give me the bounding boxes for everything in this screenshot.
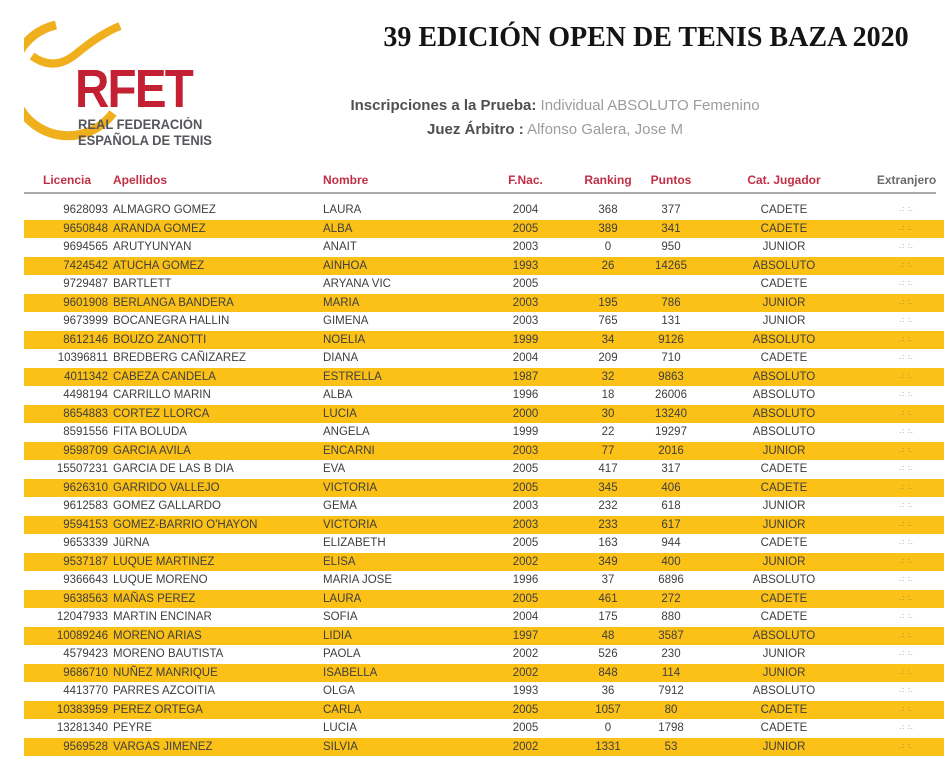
cell-puntos: 617 [661,518,681,531]
cell-apellidos: BOCANEGRA HALLIN [113,315,230,327]
cell-ranking: 0 [604,722,612,734]
cell-apellidos: ARANDA GOMEZ [113,222,206,235]
cell-categoria: JUNIOR [762,555,806,568]
cell-extranjero: .: :. [899,613,914,620]
cell-categoria: ABSOLUTO [752,426,816,438]
cell-ranking: 34 [601,333,615,346]
cell-categoria: CADETE [760,611,808,623]
cell-ranking: 232 [598,500,618,512]
table-row [24,294,944,313]
cell-nombre: LIDIA [323,629,352,642]
cell-extranjero: .: :. [899,354,914,361]
cell-puntos: 1798 [658,722,684,734]
cell-apellidos: BARTLETT [113,278,172,290]
cell-puntos: 618 [661,500,681,512]
cell-nombre: PAOLA [323,648,361,660]
table-row [24,460,944,479]
cell-puntos: 26006 [655,389,687,401]
table-row [24,368,944,387]
cell-puntos: 114 [661,666,681,679]
cell-ranking: 461 [598,592,618,605]
cell-ranking: 32 [601,370,615,383]
cell-categoria: CADETE [760,278,808,290]
cell-nombre: SILVIA [323,740,358,753]
cell-nombre: AINHOA [323,259,368,272]
cell-nombre: ENCARNI [323,444,375,457]
cell-puntos: 2016 [658,444,684,457]
table-row [24,442,944,461]
column-header-categoria: Cat. Jugador [747,173,821,187]
cell-fnac: 2005 [512,592,539,605]
cell-categoria: ABSOLUTO [752,407,816,420]
cell-extranjero: .: :. [899,687,914,694]
cell-fnac: 1996 [512,389,539,401]
cell-categoria: CADETE [760,703,808,716]
cell-fnac: 1999 [512,426,539,438]
cell-extranjero: .: :. [899,539,914,546]
cell-nombre: SOFIA [323,611,358,623]
cell-ranking: 526 [598,648,618,660]
cell-extranjero: .: :. [899,391,914,398]
cell-apellidos: ALMAGRO GOMEZ [113,204,216,216]
cell-categoria: JUNIOR [762,296,806,309]
cell-apellidos: GARRIDO VALLEJO [113,481,220,494]
cell-licencia: 9729487 [63,278,108,290]
cell-licencia: 8612146 [63,333,108,346]
table-row [24,220,944,239]
table-row [24,590,944,609]
cell-puntos: 377 [661,204,681,216]
cell-nombre: LUCIA [323,722,357,734]
cell-nombre: ELISA [323,555,356,568]
cell-fnac: 2003 [512,500,539,512]
column-header-licencia: Licencia [42,173,92,187]
cell-apellidos: CARRILLO MARIN [113,389,211,401]
table-row [24,534,944,553]
cell-licencia: 9598709 [63,444,108,457]
cell-extranjero: .: :. [899,317,914,324]
cell-ranking: 848 [598,666,618,679]
cell-ranking: 37 [601,574,615,586]
cell-nombre: LAURA [323,204,362,216]
table-row [24,201,944,220]
inscription-label: Inscripciones a la Prueba: [350,97,537,114]
cell-licencia: 9628093 [63,204,108,216]
cell-fnac: 2002 [512,555,539,568]
cell-apellidos: CORTEZ LLORCA [113,407,210,420]
cell-fnac: 2005 [512,278,539,290]
cell-fnac: 2004 [512,204,539,216]
cell-fnac: 1993 [512,259,539,272]
cell-categoria: JUNIOR [762,666,806,679]
cell-puntos: 944 [661,537,681,549]
cell-ranking: 30 [601,407,615,420]
cell-fnac: 2005 [512,463,539,475]
cell-categoria: JUNIOR [762,315,806,327]
cell-licencia: 9650848 [63,222,108,235]
cell-ranking: 349 [598,555,618,568]
cell-puntos [643,275,699,294]
cell-licencia: 8654883 [63,407,108,420]
rfet-logo [24,20,274,160]
cell-puntos: 80 [664,703,678,716]
cell-fnac: 2003 [512,444,539,457]
cell-apellidos: LUQUE MORENO [113,574,208,586]
cell-nombre: DIANA [323,352,359,364]
cell-ranking: 1057 [595,703,621,716]
cell-apellidos: NUÑEZ MANRIQUE [113,666,218,679]
table-row [24,257,944,276]
table-row [24,553,944,572]
cell-ranking: 233 [598,518,618,531]
cell-apellidos: CABEZA CANDELA [113,370,216,383]
cell-categoria: CADETE [760,204,808,216]
cell-puntos: 950 [661,241,681,253]
table-row [24,349,944,368]
cell-fnac: 1987 [512,370,539,383]
cell-extranjero: .: :. [899,335,914,343]
cell-apellidos: FITA BOLUDA [113,426,187,438]
cell-extranjero: .: :. [899,724,914,731]
cell-fnac: 2002 [512,740,539,753]
cell-categoria: CADETE [760,537,808,549]
cell-licencia: 15507231 [56,463,108,475]
cell-categoria: CADETE [760,722,808,734]
cell-puntos: 9126 [658,333,684,346]
cell-categoria: JUNIOR [762,444,806,457]
cell-fnac: 2003 [512,296,539,309]
cell-licencia: 8591556 [63,426,108,438]
cell-fnac: 2005 [512,222,539,235]
table-row [24,423,944,442]
cell-licencia: 9537187 [63,555,108,568]
cell-categoria: JUNIOR [762,648,806,660]
cell-fnac: 2005 [512,481,539,494]
cell-nombre: LUCIA [323,407,357,420]
cell-puntos: 6896 [658,574,684,586]
cell-apellidos: JüRNA [113,537,150,549]
table-row [24,608,944,627]
cell-nombre: MARIA JOSE [323,574,393,586]
cell-apellidos: MAÑAS PEREZ [113,592,196,605]
cell-extranjero: .: :. [899,243,914,250]
cell-ranking: 765 [598,315,618,327]
cell-ranking: 417 [598,463,618,475]
cell-licencia: 9626310 [63,481,108,494]
cell-nombre: ALBA [323,389,353,401]
cell-licencia: 9601908 [63,296,108,309]
cell-nombre: OLGA [323,685,355,697]
cell-puntos: 880 [661,611,681,623]
cell-puntos: 230 [661,648,681,660]
cell-nombre: VICTORIA [323,518,378,531]
cell-licencia: 9638563 [63,592,108,605]
cell-fnac: 1993 [512,685,539,697]
cell-licencia: 4498194 [63,389,108,401]
table-row [24,516,944,535]
table-row [24,682,944,701]
cell-extranjero: .: :. [899,668,914,676]
cell-puntos: 13240 [655,407,687,420]
cell-nombre: MARIA [323,296,360,309]
cell-licencia: 7424542 [63,259,108,272]
cell-licencia: 9653339 [63,537,108,549]
cell-ranking: 368 [598,204,618,216]
cell-extranjero: .: :. [899,483,914,491]
cell-fnac: 1997 [512,629,539,642]
cell-extranjero: .: :. [899,576,914,583]
federation-name [78,117,212,149]
cell-extranjero: .: :. [899,446,914,454]
cell-extranjero: .: :. [899,594,914,602]
table-row [24,738,944,757]
cell-puntos: 53 [664,740,678,753]
cell-fnac: 1999 [512,333,539,346]
table-row [24,645,944,664]
cell-apellidos: GOMEZ-BARRIO O'HAYON [113,518,258,531]
cell-nombre: ELIZABETH [323,537,386,549]
cell-fnac: 2005 [512,537,539,549]
cell-puntos: 9863 [658,370,684,383]
cell-puntos: 400 [661,555,681,568]
table-row [24,719,944,738]
referee-label: Juez Árbitro : [427,121,524,138]
cell-apellidos: BOUZO ZANOTTI [113,333,207,346]
referee-line [300,118,810,142]
table-row [24,701,944,720]
event-meta [300,94,810,142]
cell-licencia: 9686710 [63,666,108,679]
table-header-row [24,170,944,190]
cell-categoria: ABSOLUTO [752,370,816,383]
table-row [24,405,944,424]
cell-puntos: 272 [661,592,681,605]
cell-fnac: 2002 [512,666,539,679]
table-row [24,664,944,683]
cell-extranjero: .: :. [899,224,914,232]
cell-apellidos: VARGAS JIMENEZ [113,740,213,753]
cell-categoria: JUNIOR [762,241,806,253]
cell-nombre: NOELIA [323,333,366,346]
cell-ranking: 0 [604,241,612,253]
page-title: 39 EDICIÓN OPEN DE TENIS BAZA 2020 [383,22,909,53]
cell-apellidos: MORENO BAUTISTA [113,648,224,660]
registrations-table [0,170,944,756]
cell-fnac: 2003 [512,518,539,531]
cell-fnac: 2003 [512,315,539,327]
cell-licencia: 10089246 [56,629,108,642]
column-header-fnac: F.Nac. [508,173,543,187]
cell-categoria: ABSOLUTO [752,629,816,642]
cell-nombre: ANAIT [323,241,357,253]
inscription-value: Individual ABSOLUTO Femenino [540,97,760,114]
cell-categoria: ABSOLUTO [752,333,816,346]
column-header-extranjero: Extranjero [876,173,937,187]
cell-categoria: ABSOLUTO [752,685,816,697]
table-body [0,201,944,756]
cell-puntos: 786 [661,296,681,309]
cell-licencia: 10396811 [57,352,108,364]
cell-licencia: 4011342 [64,370,108,383]
cell-puntos: 710 [661,352,681,364]
cell-extranjero: .: :. [899,705,914,713]
cell-apellidos: PARRES AZCOITIA [113,685,216,697]
cell-apellidos: PEYRE [113,722,152,734]
cell-licencia: 13281340 [56,722,108,734]
cell-ranking: 175 [598,611,618,623]
cell-ranking: 389 [598,222,618,235]
cell-apellidos: PEREZ ORTEGA [113,703,203,716]
cell-extranjero: .: :. [899,261,914,269]
cell-fnac: 2005 [512,722,539,734]
cell-apellidos: MARTIN ENCINAR [113,611,212,623]
column-header-ranking: Ranking [584,173,632,187]
cell-licencia: 4579423 [63,648,108,660]
cell-categoria: JUNIOR [762,518,806,531]
cell-ranking: 195 [598,296,618,309]
cell-licencia: 9569528 [63,740,108,753]
cell-ranking: 26 [601,259,615,272]
cell-nombre: ISABELLA [323,666,378,679]
header-divider [24,192,936,194]
cell-puntos: 406 [661,481,681,494]
federation-name-line1: REAL FEDERACIÓN [78,117,203,132]
cell-puntos: 19297 [655,426,687,438]
cell-extranjero: .: :. [899,742,914,750]
cell-categoria: ABSOLUTO [752,259,816,272]
cell-nombre: GEMA [323,500,357,512]
cell-licencia: 9612583 [63,500,108,512]
table-row [24,331,944,350]
cell-apellidos: GOMEZ GALLARDO [113,500,221,512]
cell-extranjero: .: :. [899,280,914,287]
cell-apellidos: ATUCHA GOMEZ [113,259,205,272]
cell-apellidos: MORENO ARIAS [113,629,202,642]
federation-name-line2: ESPAÑOLA DE TENIS [78,133,212,148]
cell-licencia: 9366643 [63,574,108,586]
cell-categoria: CADETE [760,352,808,364]
cell-ranking: 22 [601,426,615,438]
cell-fnac: 2004 [512,352,539,364]
cell-puntos: 3587 [658,629,684,642]
cell-extranjero: .: :. [899,298,914,306]
cell-ranking [573,275,643,294]
cell-fnac: 1996 [512,574,539,586]
cell-extranjero: .: :. [899,409,914,417]
cell-extranjero: .: :. [899,465,914,472]
cell-fnac: 2003 [512,241,539,253]
cell-ranking: 18 [601,389,615,401]
cell-extranjero: .: :. [899,428,914,435]
cell-extranjero: .: :. [899,557,914,565]
cell-nombre: EVA [323,463,346,475]
cell-categoria: JUNIOR [762,500,806,512]
cell-categoria: CADETE [760,222,808,235]
cell-licencia: 9694565 [63,241,108,253]
table-row [24,627,944,646]
cell-categoria: ABSOLUTO [752,574,816,586]
cell-fnac: 2004 [512,611,539,623]
cell-nombre: CARLA [323,703,362,716]
cell-licencia: 9673999 [63,315,108,327]
cell-ranking: 1331 [595,740,621,753]
cell-ranking: 48 [601,629,615,642]
cell-categoria: JUNIOR [762,740,806,753]
cell-extranjero: .: :. [899,631,914,639]
table-row [24,312,944,331]
cell-ranking: 209 [598,352,618,364]
cell-extranjero: .: :. [899,650,914,657]
cell-ranking: 77 [601,444,615,457]
cell-ranking: 36 [601,685,615,697]
cell-nombre: ANGELA [323,426,370,438]
table-row [24,571,944,590]
cell-nombre: ESTRELLA [323,370,382,383]
cell-licencia: 4413770 [63,685,108,697]
cell-extranjero: .: :. [899,206,914,213]
cell-apellidos: ARUTYUNYAN [113,241,192,253]
cell-categoria: CADETE [760,481,808,494]
cell-nombre: LAURA [323,592,362,605]
cell-extranjero: .: :. [899,372,914,380]
cell-categoria: CADETE [760,463,808,475]
cell-nombre: VICTORIA [323,481,378,494]
cell-fnac: 2000 [512,407,539,420]
cell-puntos: 14265 [655,259,687,272]
cell-puntos: 341 [661,222,681,235]
cell-apellidos: LUQUE MARTINEZ [113,555,215,568]
referee-value: Alfonso Galera, Jose M [527,121,683,138]
column-header-apellidos: Apellidos [113,173,168,187]
inscription-line [300,94,810,118]
cell-fnac: 2002 [512,648,539,660]
rfet-brand-text: RFET [75,59,193,119]
table-row [24,238,944,257]
cell-apellidos: BERLANGA BANDERA [113,296,234,309]
cell-extranjero: .: :. [899,502,914,509]
cell-ranking: 345 [598,481,618,494]
table-row [24,275,944,294]
cell-categoria: CADETE [760,592,808,605]
cell-nombre: GIMENA [323,315,369,327]
cell-licencia: 12047933 [56,611,108,623]
cell-apellidos: GARCIA DE LAS B DIA [113,463,234,475]
column-header-nombre: Nombre [323,173,369,187]
cell-apellidos: GARCIA AVILA [113,444,191,457]
table-row [24,479,944,498]
table-row [24,497,944,516]
cell-licencia: 10383959 [56,703,108,716]
cell-fnac: 2005 [512,703,539,716]
cell-licencia: 9594153 [63,518,108,531]
cell-apellidos: BREDBERG CAÑIZAREZ [113,352,246,364]
cell-puntos: 317 [661,463,681,475]
cell-puntos: 7912 [658,685,684,697]
cell-ranking: 163 [598,537,618,549]
cell-puntos: 131 [661,315,681,327]
table-row [24,386,944,405]
cell-nombre: ARYANA VIC [323,278,391,290]
cell-extranjero: .: :. [899,520,914,528]
column-header-puntos: Puntos [650,173,692,187]
cell-categoria: ABSOLUTO [752,389,816,401]
cell-nombre: ALBA [323,222,353,235]
